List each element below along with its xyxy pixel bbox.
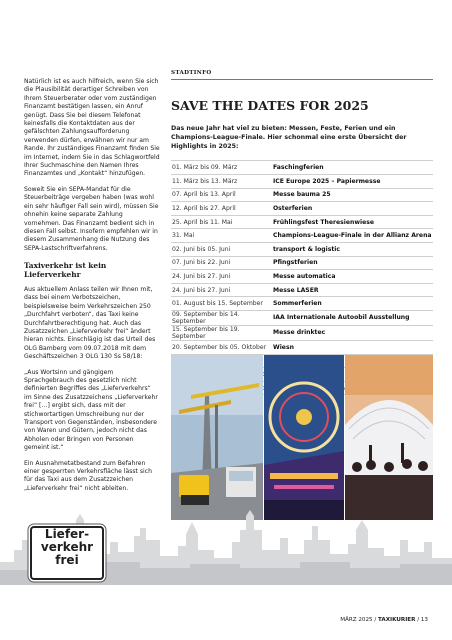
event-row [171, 325, 433, 340]
sign-line-3: frei [55, 553, 79, 567]
event-row [171, 202, 433, 216]
footer-issue: MÄRZ 2025 / [340, 617, 379, 623]
event-row [171, 174, 433, 188]
footer-page-number: / 13 [415, 617, 428, 623]
event-date: 12. April bis 27. April [171, 202, 272, 216]
event-name: Messe LASER [272, 283, 433, 297]
article-headline: SAVE THE DATES FOR 2025 [171, 98, 369, 113]
paragraph-verbotszeichen: Aus aktuellem Anlass teilen wir Ihnen mit, dass bei einem Verbotszeichen, beispielsweise beim Verkehrszeichen 250 „Durchfahrt verboten“, das Taxi keine Durchfahrtberechtigung hat. Auch das Zusatzzeichen „Lieferverkehr frei“ ändert hieran nichts. Einschlägig ist das Urteil des OLG Bamberg vom 09.07.2018 mit dem Geschäftszeichen 3 OLG 130 Ss 58/18: [24, 285, 156, 361]
lieferverkehr-frei-sign [30, 526, 104, 580]
section-kicker: STADTINFO [171, 66, 433, 80]
event-row [171, 229, 433, 243]
event-name: Messe automatica [272, 270, 433, 284]
event-row [171, 310, 433, 325]
event-row [171, 242, 433, 256]
event-date: 07. Juni bis 22. Juni [171, 256, 272, 270]
event-name: Wiesn [272, 340, 433, 354]
paragraph-ausnahme: Ein Ausnahmetatbestand zum Befahren einer gesperrten Verkehrsfläche lässt sich für das Taxi aus dem Zusatzzeichen „Lieferverkehr frei“ nicht ableiten. [24, 459, 152, 492]
paragraph-quote: „Aus Wortsinn und gängigem Sprachgebrauch des gesetzlich nicht definierten Begriffes des „Lieferverkehrs“ im Sinne des Zusatzzeichens „Lieferverkehr frei“ […] ergibt sich, dass mit der stichwortartigen Umschreibung nur der Transport von Gegenständen, insbesondere von Waren und Gütern, jedoch nicht das Abholen oder Bringen von Personen gemeint ist.“ [24, 368, 158, 452]
event-date: 07. April bis 13. April [171, 188, 272, 202]
event-name: Osterferien [272, 202, 433, 216]
event-date: 20. September bis 05. Oktober [171, 340, 272, 354]
event-date: 02. Juni bis 05. Juni [171, 242, 272, 256]
event-name: ICE Europe 2025 – Papiermesse [272, 174, 433, 188]
event-row [171, 283, 433, 297]
event-date: 01. August bis 15. September [171, 297, 272, 311]
event-row [171, 340, 433, 354]
event-row [171, 161, 433, 175]
page-footer [340, 617, 428, 623]
event-date: 24. Juni bis 27. Juni [171, 283, 272, 297]
event-row [171, 215, 433, 229]
event-name: Pfingstferien [272, 256, 433, 270]
event-date: 31. Mai [171, 229, 272, 243]
event-date: 11. März bis 13. März [171, 174, 272, 188]
event-name: transport & logistic [272, 242, 433, 256]
event-date: 15. September bis 19. September [171, 325, 272, 340]
event-date: 09. September bis 14. September [171, 310, 272, 325]
event-name: IAA Internationale Autoobil Ausstellung [272, 310, 433, 325]
sign-line-2: verkehr [40, 540, 94, 554]
sign-line-1: Liefer- [44, 527, 90, 541]
right-column [171, 66, 433, 395]
event-name: Frühlingsfest Theresienwiese [272, 215, 433, 229]
event-name: Faschingferien [272, 161, 433, 175]
paragraph-finanzamt: Natürlich ist es auch hilfreich, wenn Sie sich die Plausibilität derartiger Schreiben von Ihrem Steuerberater oder vom zuständigen Finanzamt bestätigen lassen, ein Anruf genügt. Dass Sie bei diesem Telefonat keinesfalls die Kontaktdaten aus der gefälschten Zahlungsaufforderung verwenden dürfen, erwähnen wir nur am Rande. Ihr zuständiges Finanzamt finden Sie im Internet, indem Sie in das Schlagwortfeld Ihrer Suchmaschine den Namen Ihres Finanzamtes und „Kontakt“ hinzufügen. [24, 78, 160, 178]
event-date: 25. April bis 11. Mai [171, 215, 272, 229]
event-row [171, 270, 433, 284]
event-date: 01. März bis 09. März [171, 161, 272, 175]
section-heading-taxiverkehr: Taxiverkehr ist kein Lieferverkehr [24, 261, 107, 279]
event-row [171, 188, 433, 202]
left-column [24, 78, 160, 500]
event-name: Sommerferien [272, 297, 433, 311]
paragraph-sepa: Soweit Sie ein SEPA-Mandat für die Steuerbeiträge vergeben haben (was wohl ein sehr häufiger Fall sein wird), müssen Sie ohnehin keine separate Zahlung vornehmen. Das Finanzamt bedient sich in diesen Fall selbst. Insofern empfehlen wir in diesem Zusammenhang die Nutzung des SEPA-Lastschriftverfahrens. [24, 185, 159, 252]
event-row [171, 256, 433, 270]
event-name: Messe drinktec [272, 325, 433, 340]
footer-magazine: TAXIKURIER [378, 617, 416, 623]
event-row [171, 297, 433, 311]
event-name: Messe bauma 25 [272, 188, 433, 202]
event-date: 24. Juni bis 27. Juni [171, 270, 272, 284]
article-intro: Das neue Jahr hat viel zu bieten: Messen, Feste, Ferien und ein Champions-League-Finale. Hier schonmal eine erste Übersicht der Highlights in 2025: [171, 125, 407, 150]
event-name: Champions-League-Finale in der Allianz Arena [272, 229, 433, 243]
